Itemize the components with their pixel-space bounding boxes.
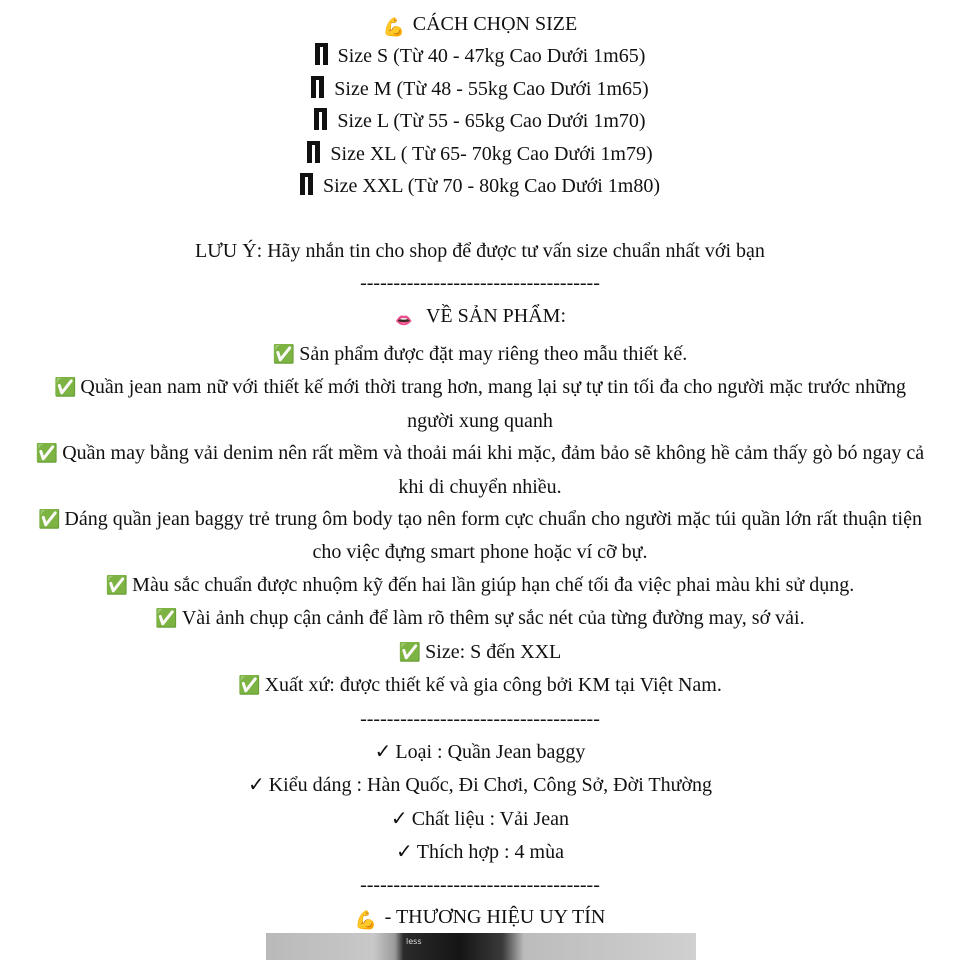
product-title: VỀ SẢN PHẨM:	[425, 304, 567, 327]
size-row	[0, 40, 960, 72]
size-guide-title: CÁCH CHỌN SIZE	[412, 13, 578, 35]
feature-item	[0, 669, 960, 702]
check-outline-icon: ✅	[238, 675, 261, 697]
feature-item	[0, 602, 960, 635]
feature-item	[30, 503, 930, 569]
flexed-biceps-icon: 💪	[382, 17, 406, 37]
feature-item	[0, 569, 960, 602]
feature-text: Màu sắc chuẩn được nhuộm kỹ đến hai lần giúp hạn chế tối đa việc phai màu khi sử dụng.	[132, 573, 855, 596]
size-guide-heading	[0, 8, 960, 40]
feature-text: Sản phẩm được đặt may riêng theo mẫu thiết kế.	[299, 343, 688, 366]
size-row	[0, 105, 960, 137]
check-outline-icon: ✅	[272, 344, 296, 366]
check-outline-icon: ✅	[155, 608, 178, 630]
feature-text: Vài ảnh chụp cận cảnh để làm rõ thêm sự sắc nét của từng đường may, sớ vải.	[181, 607, 805, 630]
spec-text: Kiểu dáng : Hàn Quốc, Đi Chơi, Công Sở, Đời Thường	[268, 774, 713, 797]
check-mark-icon: ✓	[396, 839, 413, 864]
check-outline-icon: ✅	[398, 641, 422, 663]
check-outline-icon: ✅	[37, 509, 61, 531]
size-row	[0, 170, 960, 202]
jeans-icon	[314, 108, 327, 130]
size-row-text: Size L (Từ 55 - 65kg Cao Dưới 1m70)	[337, 110, 646, 133]
jeans-icon	[315, 43, 328, 65]
divider: ------------------------------------	[360, 873, 600, 896]
divider: ------------------------------------	[360, 707, 600, 730]
feature-text: Size: S đến XXL	[425, 640, 562, 663]
jeans-icon	[307, 141, 320, 163]
size-row-text: Size XL ( Từ 65- 70kg Cao Dưới 1m79)	[330, 142, 653, 165]
feature-item	[40, 371, 920, 437]
check-outline-icon: ✅	[105, 574, 129, 596]
check-mark-icon: ✓	[374, 738, 392, 763]
photo-shirt-print: less	[406, 937, 422, 946]
check-outline-icon: ✅	[35, 443, 59, 465]
blank-line	[0, 202, 960, 234]
check-mark-icon: ✓	[390, 805, 408, 830]
spec-row	[0, 835, 960, 868]
spec-row	[0, 735, 960, 768]
size-row-text: Size M (Từ 48 - 55kg Cao Dưới 1m65)	[334, 77, 649, 100]
feature-item	[0, 338, 960, 371]
product-heading	[0, 300, 960, 338]
spec-text: Chất liệu : Vải Jean	[411, 807, 570, 830]
brand-title: - THƯƠNG HIỆU UY TÍN	[384, 905, 606, 928]
size-row-text: Size XXL (Từ 70 - 80kg Cao Dưới 1m80)	[322, 175, 661, 198]
brand-heading	[0, 901, 960, 933]
divider: ------------------------------------	[360, 272, 600, 295]
flexed-biceps-icon: 💪	[354, 909, 378, 930]
jeans-icon	[300, 173, 313, 195]
jeans-icon	[311, 76, 324, 98]
product-photo	[266, 933, 696, 960]
size-note: LƯU Ý: Hãy nhắn tin cho shop để được tư vấn size chuẩn nhất với bạn	[195, 239, 765, 262]
check-outline-icon: ✅	[54, 377, 77, 399]
feature-text: Xuất xứ: được thiết kế và gia công bởi KM tại Việt Nam.	[264, 674, 722, 697]
feature-text: Quần may bằng vải denim nên rất mềm và thoải mái khi mặc, đảm bảo sẽ không hề cảm thấy gò bó ngay cả khi di chuyển nhiều.	[62, 442, 925, 498]
spec-row	[0, 802, 960, 835]
feature-text: Quần jean nam nữ với thiết kế mới thời trang hơn, mang lại sự tự tin tối đa cho người mặc trước những người xung quanh	[80, 376, 906, 432]
product-description	[0, 8, 960, 933]
check-mark-icon: ✓	[247, 772, 265, 797]
size-row	[0, 73, 960, 105]
spec-text: Thích hợp : 4 mùa	[416, 841, 564, 864]
spec-row	[0, 768, 960, 801]
spec-text: Loại : Quần Jean baggy	[395, 740, 586, 763]
feature-item	[0, 636, 960, 669]
size-row	[0, 138, 960, 170]
feature-item	[30, 437, 930, 503]
size-row-text: Size S (Từ 40 - 47kg Cao Dưới 1m65)	[337, 45, 646, 68]
lips-icon: 👄	[395, 313, 413, 329]
feature-text: Dáng quần jean baggy trẻ trung ôm body tạo nên form cực chuẩn cho người mặc túi quần lớn rất thuận tiện cho việc đựng smart phone hoặc ví cỡ bự.	[64, 508, 922, 564]
